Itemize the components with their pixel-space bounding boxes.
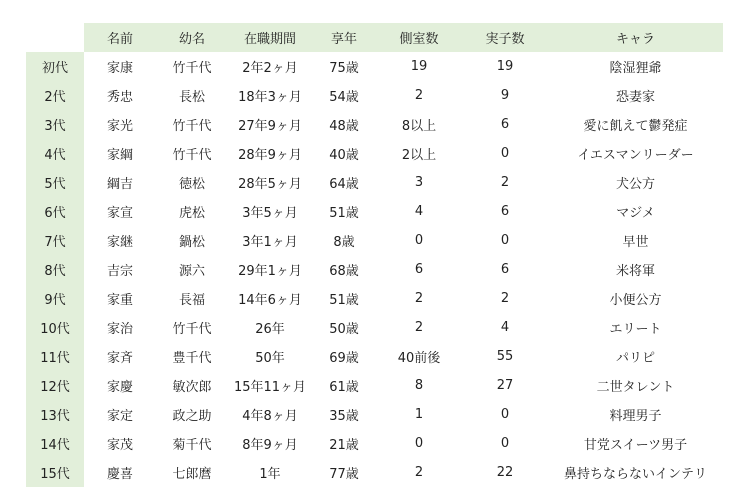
concubines-cell: 2	[376, 313, 462, 342]
name-cell: 家茂	[84, 429, 156, 458]
name-cell: 家継	[84, 226, 156, 255]
column-header-character: キャラ	[548, 23, 723, 52]
column-header-children: 実子数	[462, 23, 548, 52]
age-cell: 69歳	[312, 342, 376, 371]
age-cell: 51歳	[312, 197, 376, 226]
childhood-name-cell: 源六	[156, 255, 228, 284]
tenure-cell: 29年1ヶ月	[228, 255, 312, 284]
age-cell: 75歳	[312, 52, 376, 81]
character-cell: 米将軍	[548, 255, 723, 284]
name-cell: 家光	[84, 110, 156, 139]
generation-cell: 6代	[26, 197, 84, 226]
character-cell: イエスマンリーダー	[548, 139, 723, 168]
table-row	[26, 284, 723, 313]
character-cell: エリート	[548, 313, 723, 342]
table-row	[26, 226, 723, 255]
childhood-name-cell: 竹千代	[156, 52, 228, 81]
age-cell: 77歳	[312, 458, 376, 487]
name-cell: 家綱	[84, 139, 156, 168]
children-cell: 0	[462, 226, 548, 255]
tenure-cell: 18年3ヶ月	[228, 81, 312, 110]
children-cell: 2	[462, 168, 548, 197]
children-cell: 6	[462, 110, 548, 139]
concubines-cell: 0	[376, 226, 462, 255]
name-cell: 吉宗	[84, 255, 156, 284]
header-corner-cell	[26, 23, 84, 52]
generation-cell: 10代	[26, 313, 84, 342]
age-cell: 40歳	[312, 139, 376, 168]
children-cell: 27	[462, 371, 548, 400]
children-cell: 22	[462, 458, 548, 487]
childhood-name-cell: 徳松	[156, 168, 228, 197]
tenure-cell: 50年	[228, 342, 312, 371]
column-header-childhood-name: 幼名	[156, 23, 228, 52]
concubines-cell: 0	[376, 429, 462, 458]
name-cell: 家康	[84, 52, 156, 81]
character-cell: マジメ	[548, 197, 723, 226]
header-row	[26, 23, 723, 52]
concubines-cell: 2	[376, 284, 462, 313]
table-row	[26, 313, 723, 342]
character-cell: 小便公方	[548, 284, 723, 313]
children-cell: 19	[462, 52, 548, 81]
childhood-name-cell: 敏次郎	[156, 371, 228, 400]
generation-cell: 12代	[26, 371, 84, 400]
generation-cell: 5代	[26, 168, 84, 197]
table-row	[26, 371, 723, 400]
generation-cell: 11代	[26, 342, 84, 371]
column-header-age-at-death: 享年	[312, 23, 376, 52]
concubines-cell: 2	[376, 458, 462, 487]
children-cell: 55	[462, 342, 548, 371]
childhood-name-cell: 七郎麿	[156, 458, 228, 487]
age-cell: 68歳	[312, 255, 376, 284]
generation-cell: 初代	[26, 52, 84, 81]
childhood-name-cell: 竹千代	[156, 313, 228, 342]
tenure-cell: 3年5ヶ月	[228, 197, 312, 226]
column-header-concubines: 側室数	[376, 23, 462, 52]
character-cell: 恐妻家	[548, 81, 723, 110]
table-row	[26, 458, 723, 487]
name-cell: 綱吉	[84, 168, 156, 197]
generation-cell: 13代	[26, 400, 84, 429]
table-row	[26, 139, 723, 168]
tenure-cell: 4年8ヶ月	[228, 400, 312, 429]
name-cell: 家宣	[84, 197, 156, 226]
concubines-cell: 19	[376, 52, 462, 81]
character-cell: 料理男子	[548, 400, 723, 429]
children-cell: 0	[462, 429, 548, 458]
concubines-cell: 40前後	[376, 342, 462, 371]
age-cell: 8歳	[312, 226, 376, 255]
name-cell: 家斉	[84, 342, 156, 371]
name-cell: 慶喜	[84, 458, 156, 487]
generation-cell: 9代	[26, 284, 84, 313]
childhood-name-cell: 竹千代	[156, 110, 228, 139]
childhood-name-cell: 竹千代	[156, 139, 228, 168]
age-cell: 50歳	[312, 313, 376, 342]
table-row	[26, 400, 723, 429]
age-cell: 21歳	[312, 429, 376, 458]
table-row	[26, 255, 723, 284]
age-cell: 54歳	[312, 81, 376, 110]
concubines-cell: 6	[376, 255, 462, 284]
generation-cell: 8代	[26, 255, 84, 284]
children-cell: 9	[462, 81, 548, 110]
tenure-cell: 28年5ヶ月	[228, 168, 312, 197]
age-cell: 35歳	[312, 400, 376, 429]
generation-cell: 2代	[26, 81, 84, 110]
childhood-name-cell: 長福	[156, 284, 228, 313]
children-cell: 4	[462, 313, 548, 342]
tenure-cell: 1年	[228, 458, 312, 487]
name-cell: 家慶	[84, 371, 156, 400]
concubines-cell: 3	[376, 168, 462, 197]
character-cell: 愛に飢えて鬱発症	[548, 110, 723, 139]
generation-cell: 7代	[26, 226, 84, 255]
age-cell: 51歳	[312, 284, 376, 313]
childhood-name-cell: 鍋松	[156, 226, 228, 255]
childhood-name-cell: 虎松	[156, 197, 228, 226]
tenure-cell: 15年11ヶ月	[228, 371, 312, 400]
character-cell: 早世	[548, 226, 723, 255]
age-cell: 64歳	[312, 168, 376, 197]
character-cell: 犬公方	[548, 168, 723, 197]
name-cell: 家治	[84, 313, 156, 342]
table-row	[26, 168, 723, 197]
childhood-name-cell: 政之助	[156, 400, 228, 429]
name-cell: 家重	[84, 284, 156, 313]
tenure-cell: 2年2ヶ月	[228, 52, 312, 81]
character-cell: 二世タレント	[548, 371, 723, 400]
children-cell: 0	[462, 139, 548, 168]
tenure-cell: 27年9ヶ月	[228, 110, 312, 139]
tenure-cell: 26年	[228, 313, 312, 342]
children-cell: 6	[462, 255, 548, 284]
concubines-cell: 8以上	[376, 110, 462, 139]
concubines-cell: 8	[376, 371, 462, 400]
name-cell: 秀忠	[84, 81, 156, 110]
concubines-cell: 1	[376, 400, 462, 429]
age-cell: 61歳	[312, 371, 376, 400]
shogun-table	[26, 23, 723, 487]
tenure-cell: 3年1ヶ月	[228, 226, 312, 255]
table-body	[26, 52, 723, 487]
character-cell: パリピ	[548, 342, 723, 371]
age-cell: 48歳	[312, 110, 376, 139]
concubines-cell: 4	[376, 197, 462, 226]
concubines-cell: 2	[376, 81, 462, 110]
tenure-cell: 28年9ヶ月	[228, 139, 312, 168]
table-row	[26, 110, 723, 139]
table-row	[26, 81, 723, 110]
column-header-name: 名前	[84, 23, 156, 52]
table-row	[26, 342, 723, 371]
children-cell: 0	[462, 400, 548, 429]
table-row	[26, 52, 723, 81]
character-cell: 甘党スイーツ男子	[548, 429, 723, 458]
generation-cell: 15代	[26, 458, 84, 487]
name-cell: 家定	[84, 400, 156, 429]
children-cell: 2	[462, 284, 548, 313]
generation-cell: 14代	[26, 429, 84, 458]
children-cell: 6	[462, 197, 548, 226]
childhood-name-cell: 豊千代	[156, 342, 228, 371]
childhood-name-cell: 菊千代	[156, 429, 228, 458]
table-row	[26, 197, 723, 226]
table-header	[26, 23, 723, 52]
character-cell: 鼻持ちならないインテリ	[548, 458, 723, 487]
tenure-cell: 8年9ヶ月	[228, 429, 312, 458]
childhood-name-cell: 長松	[156, 81, 228, 110]
concubines-cell: 2以上	[376, 139, 462, 168]
tenure-cell: 14年6ヶ月	[228, 284, 312, 313]
generation-cell: 3代	[26, 110, 84, 139]
column-header-tenure: 在職期間	[228, 23, 312, 52]
generation-cell: 4代	[26, 139, 84, 168]
character-cell: 陰湿狸爺	[548, 52, 723, 81]
table-row	[26, 429, 723, 458]
